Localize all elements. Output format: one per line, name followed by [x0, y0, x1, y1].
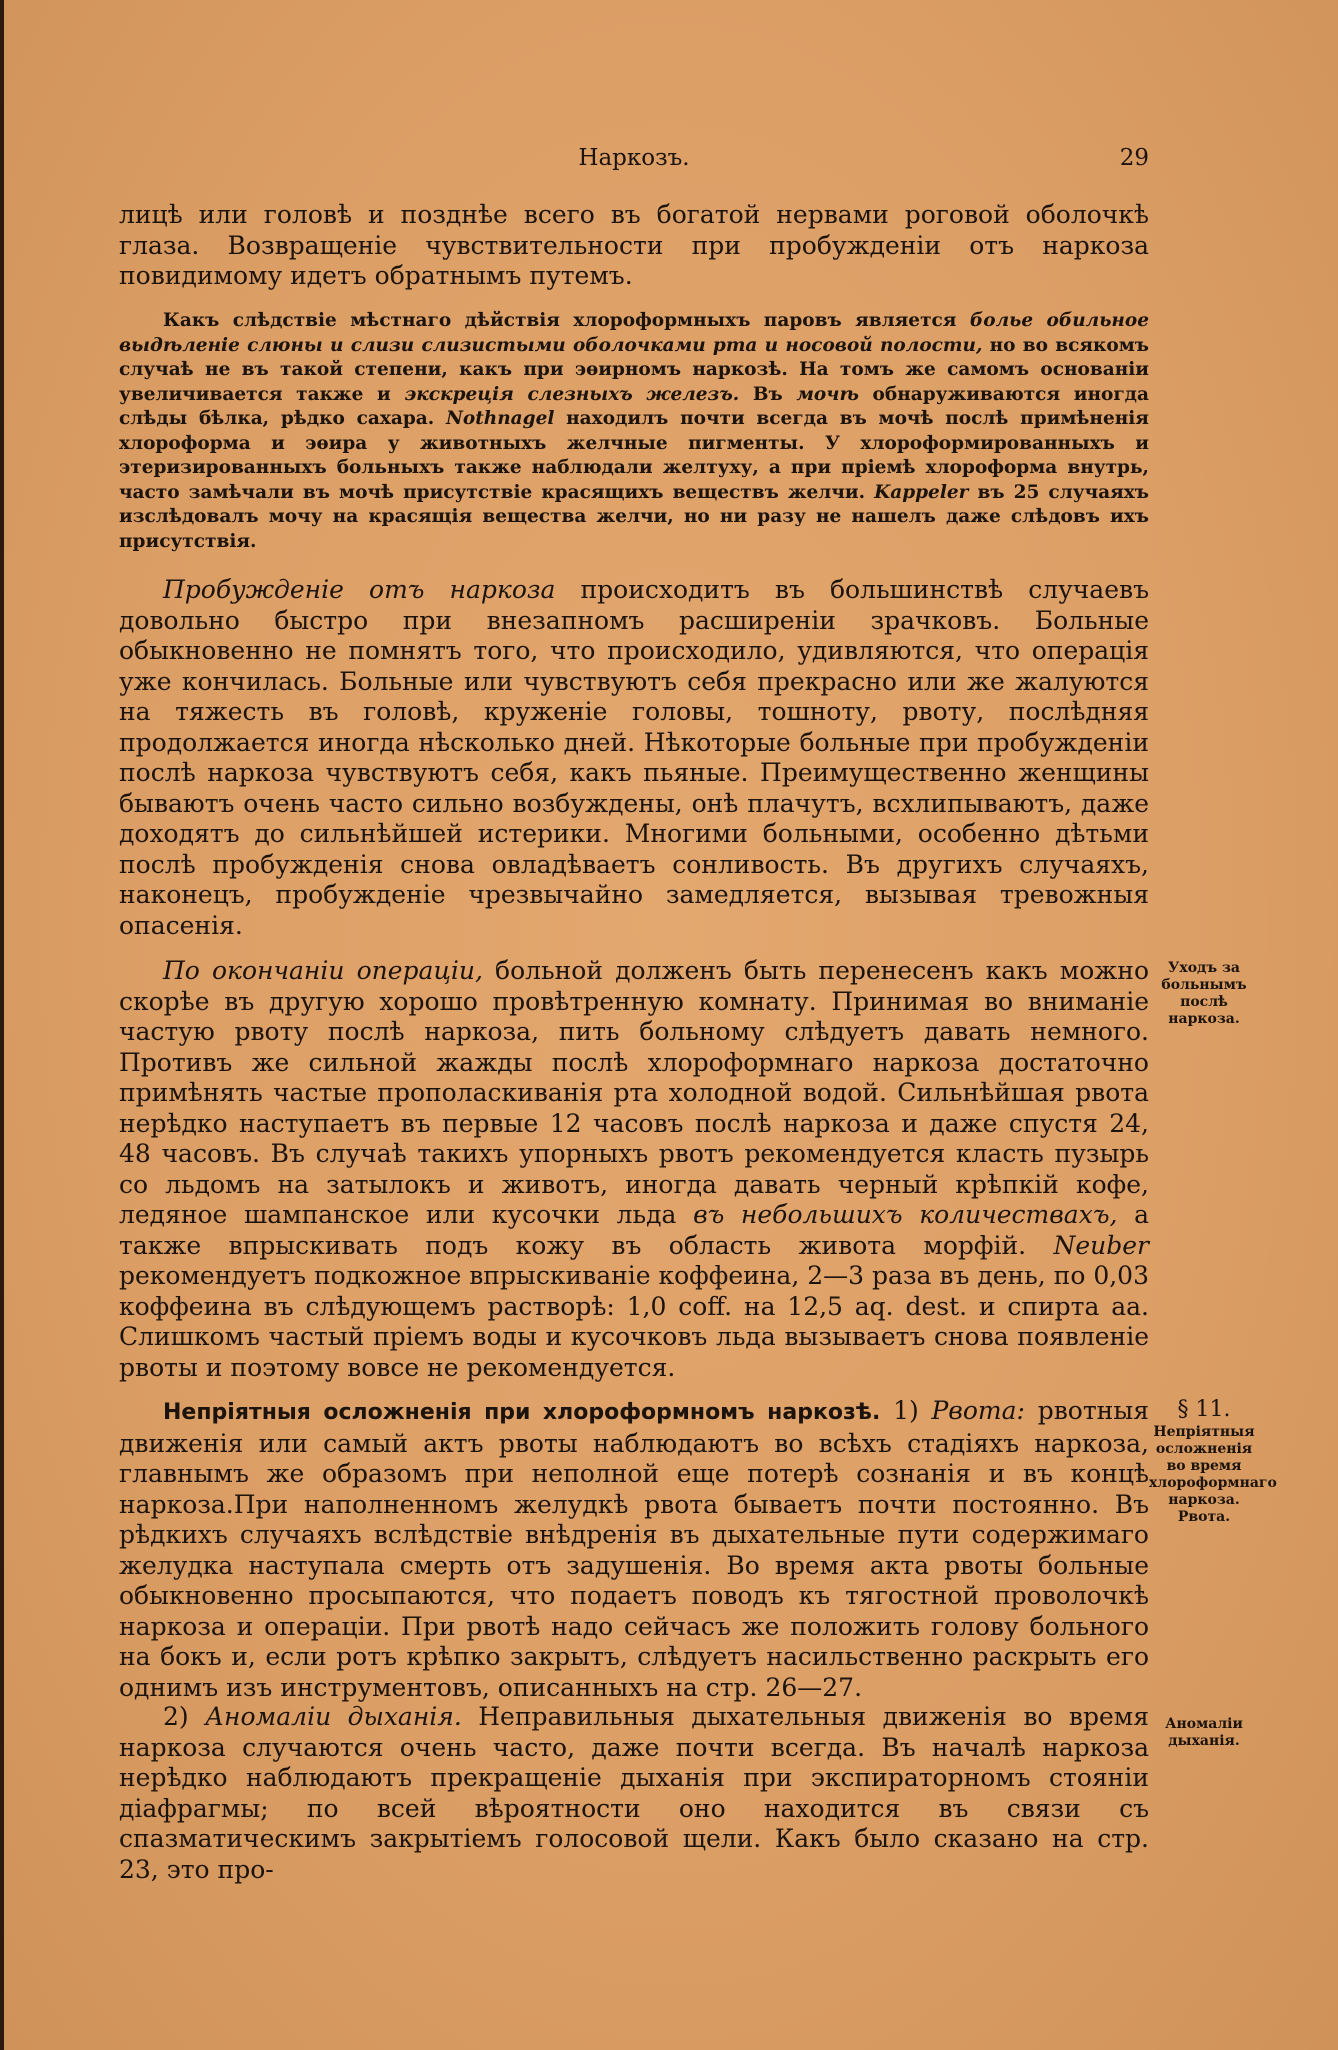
- emphasis-run: Neuber: [1053, 1230, 1149, 1260]
- emphasis-run: По окончаніи операціи,: [163, 956, 483, 985]
- page-header: [119, 145, 1149, 179]
- paragraph-continuation: [119, 200, 1149, 292]
- book-page: [4, 0, 1338, 2050]
- text-run: въ 25 случаяхъ изслѣдовалъ мочу на красящія вещества желчи, но ни разу не нашелъ даже слѣдовъ ихъ присутствія.: [119, 481, 1149, 552]
- text-run: происходитъ въ большинствѣ случаевъ довольно быстро при внезапномъ расширеніи зрачковъ. Больные обыкновенно не помнятъ того, что происходило, удивляются, что операція уже кончилась. Больные или чувствуютъ себя прекрасно или же жалуются на тяжесть въ головѣ, круженіе головы, тошноту, рвоту, послѣдняя продолжается иногда нѣсколько дней. Нѣкоторые больные при пробужденіи послѣ наркоза чувствуютъ себя, какъ пьяные. Преимущественно женщины бываютъ очень часто сильно возбуждены, онѣ плачутъ, всхлипываютъ, даже доходятъ до сильнѣйшей истерики. Многими больными, особенно дѣтьми послѣ пробужденія снова овладѣваетъ сонливость. Въ другихъ случаяхъ, наконецъ, пробужденіе чрезвычайно замедляется, вызывая тревожныя опасенія.: [119, 575, 1149, 940]
- section-number: § 11.: [1177, 1397, 1231, 1422]
- margin-note-complications: [1149, 1396, 1277, 1526]
- paragraph-after-operation: [119, 956, 1149, 1383]
- text-run: рекомендуетъ подкожное впрыскиваніе коффеина, 2—3 раза въ день, по 0,03 коффеина въ слѣдующемъ растворѣ: 1,0 coff. на 12,5 aq. dest. и спирта aa. Слишкомъ частый пріемъ воды и кусочковъ льда вызываетъ снова появленіе рвоты и поэтому вовсе не рекомендуется.: [119, 1261, 1149, 1382]
- emphasis-run: болье обильное выдѣленіе слюны и слизи слизистыми оболочками рта и носовой полости,: [119, 310, 1149, 356]
- margin-note-care: Уходъ за больнымъ послѣ наркоза.: [1161, 960, 1247, 1027]
- emphasis-run: Пробужденіе отъ наркоза: [163, 575, 556, 604]
- text-run: Какъ слѣдствіе мѣстнаго дѣйствія хлороформныхъ паровъ является: [163, 310, 970, 331]
- paragraph-text: [119, 956, 1149, 1383]
- paragraph-text: лицѣ или головѣ и позднѣе всего въ богатой нервами роговой оболочкѣ глаза. Возвращеніе чувствительности при пробужденіи отъ наркоза повидимому идетъ обратнымъ путемъ.: [119, 200, 1149, 290]
- paragraph-text: [119, 1702, 1149, 1885]
- margin-note-text: Непріятныя осложненія во время хлороформнаго наркоза. Рвота.: [1149, 1424, 1277, 1525]
- paragraph-complications: [119, 1396, 1149, 1703]
- small-print-paragraph: [119, 309, 1149, 554]
- emphasis-run: Аномаліи дыханія.: [205, 1702, 462, 1731]
- text-run: находилъ почти всегда въ мочѣ послѣ примѣненія хлороформа и эѳира у животныхъ желчные пигменты. У хлороформированныхъ и этеризированныхъ больныхъ также наблюдали желтуху, а при пріемѣ хлороформа внутрь, часто замѣчали въ мочѣ присутствіе красящихъ веществъ желчи.: [119, 408, 1149, 503]
- text-run: 1): [880, 1396, 932, 1425]
- emphasis-run: въ небольшихъ количествахъ,: [693, 1200, 1118, 1229]
- emphasis-run: Kappeler: [874, 481, 969, 503]
- paragraph-breathing: [119, 1702, 1149, 1885]
- text-run: больной долженъ быть перенесенъ какъ можно скорѣе въ другую хорошо провѣтренную комнату. Принимая во вниманіе частую рвоту послѣ наркоза, пить больному слѣдуетъ давать немного. Противъ же сильной жажды послѣ хлороформнаго наркоза достаточно примѣнять частые прополаскиванія рта холодной водой. Сильнѣйшая рвота нерѣдко наступаетъ въ первые 12 часовъ послѣ наркоза и даже спустя 24, 48 часовъ. Въ случаѣ такихъ упорныхъ рвотъ рекомендуется класть пузырь со льдомъ на затылокъ и животъ, иногда давать черный крѣпкій кофе, ледяное шампанское или кусочки льда: [119, 956, 1149, 1229]
- paragraph-awakening: [119, 575, 1149, 941]
- emphasis-run: Nothnagel: [445, 408, 555, 429]
- emphasis-run: Рвота:: [931, 1396, 1025, 1425]
- text-run: но во всякомъ случаѣ не въ такой степени, какъ при эѳирномъ наркозѣ. На томъ же самомъ основаніи увеличивается также и: [119, 334, 1149, 405]
- section-heading: Непріятныя осложненія при хлороформномъ наркозѣ.: [163, 1400, 881, 1425]
- text-run: 2): [163, 1702, 206, 1731]
- emphasis-run: экскреція слезныхъ железъ.: [404, 383, 740, 405]
- paragraph-text: [119, 575, 1149, 941]
- text-run: Въ: [739, 383, 797, 405]
- margin-note-breathing: Аномаліи дыханія.: [1165, 1716, 1243, 1749]
- emphasis-run: мочѣ: [796, 383, 859, 405]
- running-head: Наркозъ.: [578, 145, 690, 171]
- paragraph-text: [119, 1396, 1149, 1703]
- text-run: рвотныя движенія или самый актъ рвоты наблюдаютъ во всѣхъ стадіяхъ наркоза, главнымъ же образомъ при неполной еще потерѣ сознанія и въ концѣ наркоза.При наполненномъ желудкѣ рвота бываетъ почти постоянно. Въ рѣдкихъ случаяхъ вслѣдствіе внѣдренія въ дыхательные пути содержимаго желудка наступала смерть отъ задушенія. Во время акта рвоты больные обыкновенно просыпаются, что подаетъ поводъ къ тягостной проволочкѣ наркоза и операціи. При рвотѣ надо сейчасъ же положить голову больного на бокъ и, если ротъ крѣпко закрытъ, слѣдуетъ насильственно раскрыть его однимъ изъ инструментовъ, описанныхъ на стр. 26—27.: [119, 1396, 1149, 1702]
- small-print-text: [119, 309, 1149, 554]
- page-number: 29: [1119, 145, 1149, 171]
- text-run: а также впрыскивать подъ кожу въ область живота морфій.: [119, 1200, 1149, 1260]
- text-run: обнаруживаются иногда слѣды бѣлка, рѣдко сахара.: [119, 383, 1149, 429]
- text-run: Неправильныя дыхательныя движенія во время наркоза случаются очень часто, даже почти всегда. Въ началѣ наркоза нерѣдко наблюдаютъ прекращеніе дыханія при экспираторномъ стояніи діафрагмы; по всей вѣроятности оно находится въ связи съ спазматическимъ закрытіемъ голосовой щели. Какъ было сказано на стр. 23, это про-: [119, 1702, 1149, 1884]
